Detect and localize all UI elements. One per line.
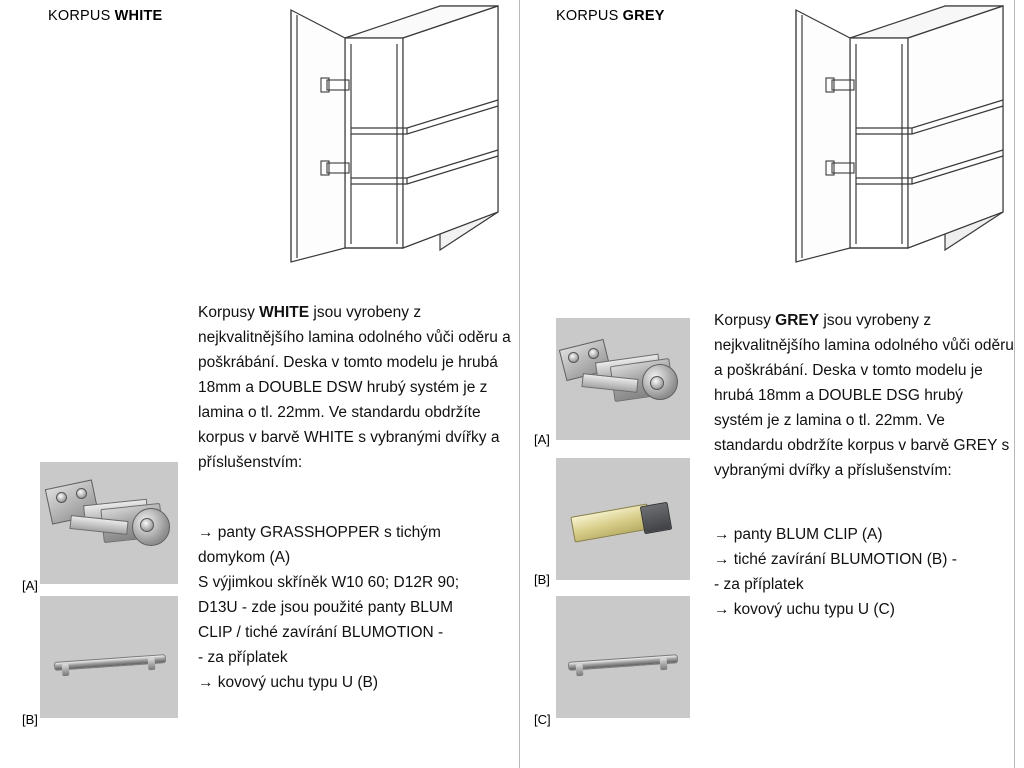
photo-damper-blumotion bbox=[556, 458, 690, 580]
photo-handle-u-type-left bbox=[40, 596, 178, 718]
photo-label-left-b: [B] bbox=[22, 712, 38, 727]
photo-label-right-c: [C] bbox=[534, 712, 551, 727]
heading-right-prefix: KORPUS bbox=[556, 8, 619, 24]
cabinet-white-svg bbox=[255, 0, 515, 270]
photo-hinge-blum-clip bbox=[556, 318, 690, 440]
photo-label-right-b: [B] bbox=[534, 572, 550, 587]
list-white-line-2: S výjimkou skříněk W10 60; D12R 90; bbox=[198, 574, 460, 591]
handle-u-graphic-left bbox=[40, 596, 178, 718]
cabinet-grey-svg bbox=[760, 0, 1020, 270]
damper-blumotion-graphic bbox=[556, 458, 690, 580]
list-grey-line-3: → kovový uchu typu U (C) bbox=[714, 601, 895, 618]
base-cabinet-white-drawing bbox=[255, 0, 515, 275]
list-grey-line-2: - za příplatek bbox=[714, 576, 804, 593]
hinge-grasshopper-graphic bbox=[40, 462, 178, 584]
heading-right-bold: GREY bbox=[622, 8, 665, 24]
photo-label-left-a: [A] bbox=[22, 578, 38, 593]
paragraph-grey bbox=[714, 308, 1014, 483]
photo-handle-u-type-right bbox=[556, 596, 690, 718]
base-cabinet-grey-drawing bbox=[760, 0, 1020, 275]
column-divider-left bbox=[519, 0, 520, 768]
list-white bbox=[198, 520, 518, 695]
hinge-blum-clip-graphic bbox=[556, 318, 690, 440]
list-white-line-4: CLIP / tiché zavírání BLUMOTION - bbox=[198, 624, 444, 641]
photo-hinge-grasshopper bbox=[40, 462, 178, 584]
paragraph-grey-pre: Korpusy bbox=[714, 312, 776, 329]
paragraph-white-pre: Korpusy bbox=[198, 304, 260, 321]
paragraph-grey-bold: GREY bbox=[775, 312, 820, 329]
heading-left-prefix: KORPUS bbox=[48, 8, 111, 24]
list-white-line-3: D13U - zde jsou použité panty BLUM bbox=[198, 599, 454, 616]
paragraph-white-post: jsou vyrobeny z nejkvalitnějšího lamina odolného vůči oděru a poškrábání. Deska v tomto modelu je hrubá 18mm a DOUBLE DSW hrubý systém je z lamina o tl. 22mm. Ve standardu obdržíte korpus v barvě WHITE s vybranými dvířky a příslušenstvím: bbox=[198, 304, 511, 471]
heading-korpus-white bbox=[48, 8, 162, 24]
handle-u-graphic-right bbox=[556, 596, 690, 718]
paragraph-white bbox=[198, 300, 513, 475]
photo-label-right-a: [A] bbox=[534, 432, 550, 447]
list-grey bbox=[714, 522, 1014, 622]
heading-left-bold: WHITE bbox=[114, 8, 163, 24]
paragraph-white-bold: WHITE bbox=[259, 304, 310, 321]
list-white-line-6: → kovový uchu typu U (B) bbox=[198, 674, 379, 691]
list-grey-line-0: → panty BLUM CLIP (A) bbox=[714, 526, 883, 543]
list-grey-line-1: → tiché zavírání BLUMOTION (B) - bbox=[714, 551, 957, 568]
heading-korpus-grey bbox=[556, 8, 665, 24]
list-white-line-0: → panty GRASSHOPPER s tichým bbox=[198, 524, 441, 541]
list-white-line-1: domykom (A) bbox=[198, 549, 291, 566]
list-white-line-5: - za příplatek bbox=[198, 649, 288, 666]
paragraph-grey-post: jsou vyrobeny z nejkvalitnějšího lamina odolného vůči oděru a poškrábání. Deska v tomto modelu je hrubá 18mm a DOUBLE DSG hrubý systém je z lamina o tl. 22mm. Ve standardu obdržíte korpus v barvě GREY s vybranými dvířky a příslušenstvím: bbox=[714, 312, 1014, 479]
